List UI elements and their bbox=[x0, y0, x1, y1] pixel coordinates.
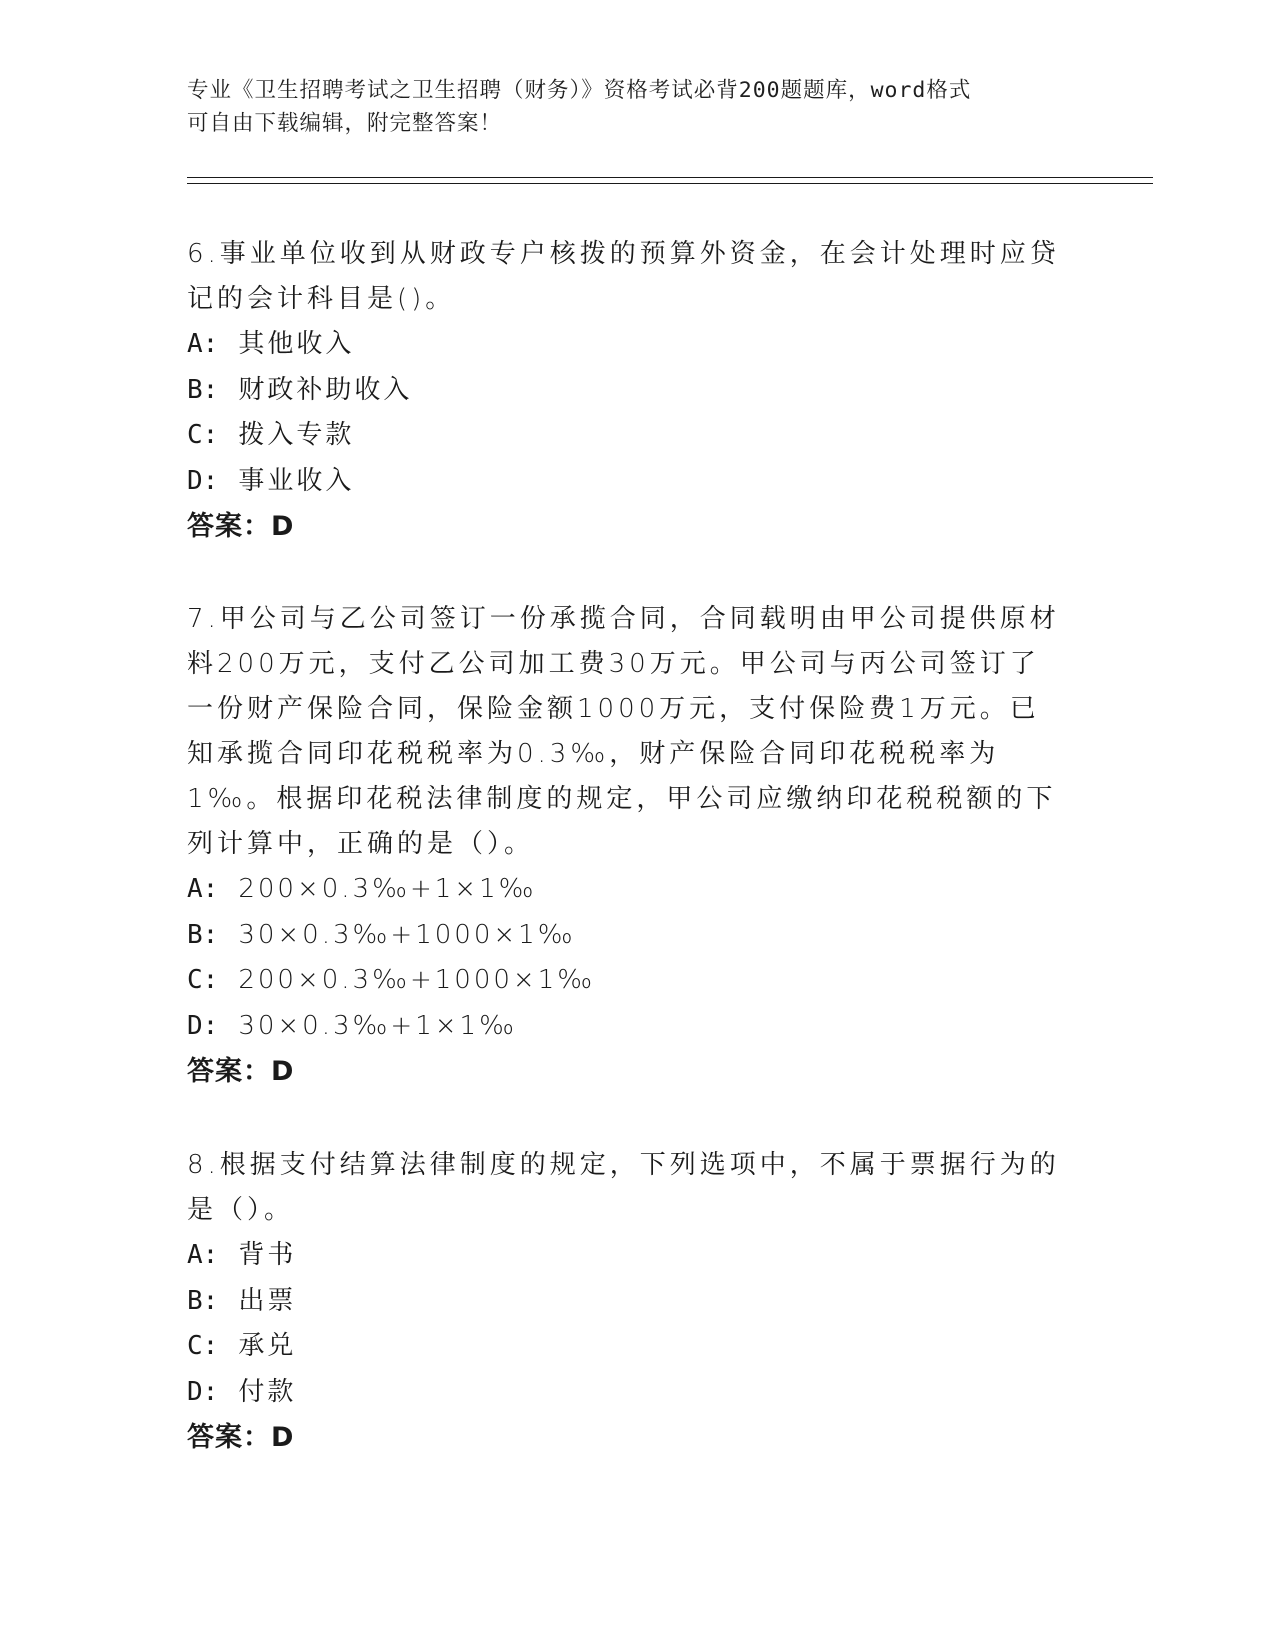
option-a bbox=[187, 1233, 1067, 1279]
option-text: 付款 bbox=[238, 1376, 297, 1407]
option-key: B: bbox=[187, 1285, 219, 1316]
option-a bbox=[187, 867, 1067, 913]
answer-line: 答案：D bbox=[187, 1422, 295, 1453]
header-divider-top bbox=[187, 177, 1153, 178]
option-key: C: bbox=[187, 1331, 219, 1361]
header-line-2: 可自由下载编辑，附完整答案！ bbox=[187, 111, 503, 136]
option-d bbox=[187, 459, 1067, 505]
header-line-1: 专业《卫生招聘考试之卫生招聘（财务）》资格考试必背200题题库，word格式 bbox=[187, 78, 972, 103]
option-b bbox=[187, 913, 1067, 959]
option-text: 200×0.3‰+1×1‰ bbox=[238, 874, 537, 904]
option-text: 事业收入 bbox=[238, 465, 355, 496]
option-text: 承兑 bbox=[238, 1331, 297, 1361]
option-key: C: bbox=[187, 965, 219, 995]
option-key: C: bbox=[187, 420, 219, 450]
answer-line: 答案：D bbox=[187, 511, 295, 542]
option-d bbox=[187, 1370, 1067, 1416]
document-header bbox=[187, 74, 1067, 140]
option-c bbox=[187, 1324, 1067, 1370]
option-text: 背书 bbox=[238, 1240, 297, 1270]
answer-line: 答案：D bbox=[187, 1056, 295, 1087]
question-stem: 6.事业单位收到从财政专户核拨的预算外资金，在会计处理时应贷记的会计科目是()。 bbox=[187, 239, 1060, 314]
question-stem: 8.根据支付结算法律制度的规定，下列选项中，不属于票据行为的是（）。 bbox=[187, 1150, 1060, 1225]
option-text: 30×0.3‰+1×1‰ bbox=[238, 1010, 517, 1041]
question-stem: 7.甲公司与乙公司签订一份承揽合同，合同载明由甲公司提供原材料200万元，支付乙公司加工费30万元。甲公司与丙公司签订了一份财产保险合同，保险金额1000万元，支付保险费1万元。已知承揽合同印花税税率为0.3‰，财产保险合同印花税税率为1‰。根据印花税法律制度的规定，甲公司应缴纳印花税税额的下列计算中，正确的是（）。 bbox=[187, 604, 1060, 859]
option-key: B: bbox=[187, 374, 219, 405]
option-d bbox=[187, 1004, 1067, 1050]
option-key: A: bbox=[187, 874, 219, 904]
option-key: D: bbox=[187, 1010, 219, 1041]
option-text: 200×0.3‰+1000×1‰ bbox=[238, 965, 596, 995]
option-key: D: bbox=[187, 465, 219, 496]
option-c bbox=[187, 413, 1067, 459]
option-b bbox=[187, 368, 1067, 414]
option-a bbox=[187, 322, 1067, 368]
option-c bbox=[187, 958, 1067, 1004]
question-8 bbox=[187, 1143, 1067, 1461]
option-key: A: bbox=[187, 329, 219, 359]
option-text: 30×0.3‰+1000×1‰ bbox=[238, 919, 576, 950]
option-text: 其他收入 bbox=[238, 329, 355, 359]
option-text: 出票 bbox=[238, 1285, 297, 1316]
option-key: A: bbox=[187, 1240, 219, 1270]
question-7 bbox=[187, 597, 1067, 1095]
option-key: D: bbox=[187, 1376, 219, 1407]
header-divider-bottom bbox=[187, 183, 1153, 184]
option-text: 财政补助收入 bbox=[238, 374, 413, 405]
option-text: 拨入专款 bbox=[238, 420, 355, 450]
option-key: B: bbox=[187, 919, 219, 950]
question-6 bbox=[187, 232, 1067, 550]
option-b bbox=[187, 1279, 1067, 1325]
